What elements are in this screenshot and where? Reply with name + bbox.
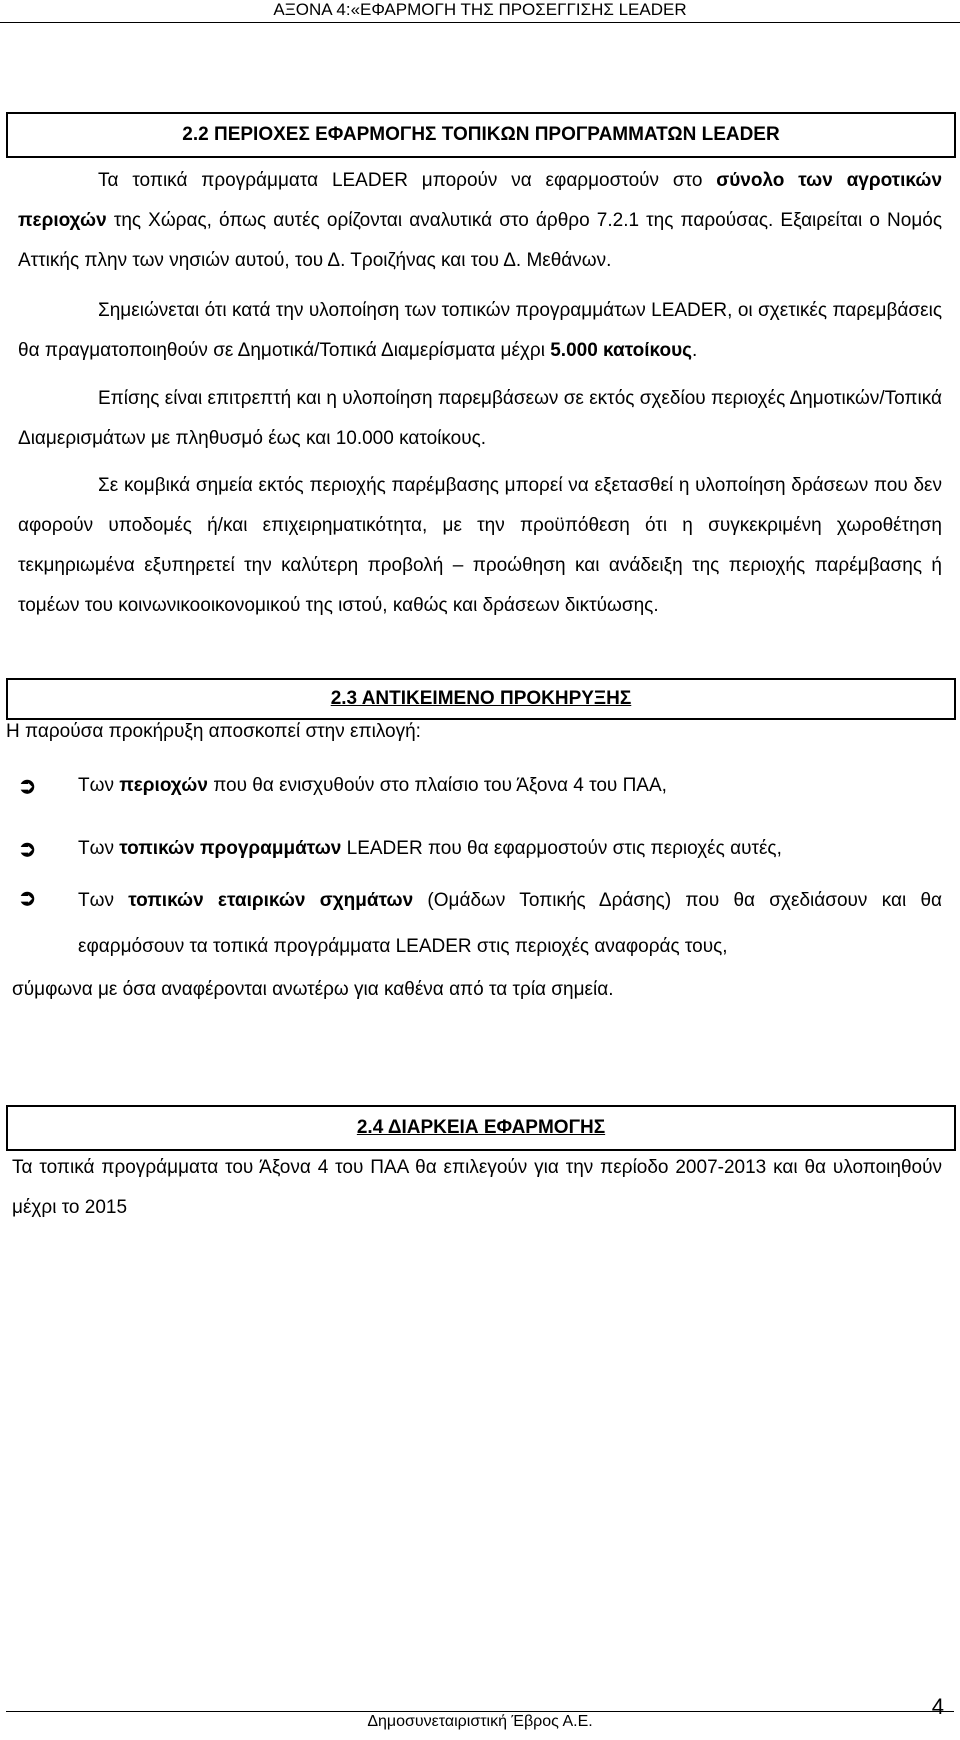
arrow-bullet-icon: ➲	[18, 773, 37, 798]
b1-text-a: Των	[78, 775, 120, 796]
footer-rule	[6, 1711, 954, 1712]
b3-text-bold: τοπικών εταιρικών σχημάτων	[128, 890, 414, 911]
b3-text-c: (Ομάδων Τοπικής Δράσης) που θα σχεδιάσουν και θα εφαρμόσουν τα τοπικά προγράμματα LEADER στις περιοχές αναφοράς τους,	[78, 890, 942, 957]
paragraph-2-2-3: Επίσης είναι επιτρεπτή και η υλοποίηση παρεμβάσεων σε εκτός σχεδίου περιοχές Δημοτικών/Τοπικά Διαμερισμάτων με πληθυσμό έως και 10.000 κατοίκους.	[18, 388, 942, 449]
running-header: ΑΞΟΝΑ 4:«ΕΦΑΡΜΟΓΗ ΤΗΣ ΠΡΟΣΕΓΓΙΣΗΣ LEADER	[273, 0, 687, 19]
p2-text-a: Σημειώνεται ότι κατά την υλοποίηση των τοπικών προγραμμάτων LEADER, οι σχετικές παρεμβάσεις θα πραγματοποιηθούν σε Δημοτικά/Τοπικά Διαμερίσματα μέχρι	[18, 300, 942, 361]
b1-text-c: που θα ενισχυθούν στο πλαίσιο του Άξονα 4 του ΠΑΑ,	[207, 775, 667, 796]
section-2-2-heading	[6, 112, 956, 158]
section-2-3-closing: σύμφωνα με όσα αναφέρονται ανωτέρω για καθένα από τα τρία σημεία.	[12, 979, 614, 1000]
section-2-4-heading-text: 2.4 ΔΙΑΡΚΕΙΑ ΕΦΑΡΜΟΓΗΣ	[356, 1117, 606, 1138]
footer-company: Δημοσυνεταιριστική Έβρος Α.Ε.	[367, 1713, 593, 1730]
paragraph-2-2-4: Σε κομβικά σημεία εκτός περιοχής παρέμβασης μπορεί να εξετασθεί η υλοποίηση δράσεων που δεν αφορούν υποδομές ή/και επιχειρηματικότητα, με την προϋπόθεση ότι η συγκεκριμένη χωροθέτηση τεκμηριωμένα εξυπηρετεί την καλύτερη προβολή – προώθηση και ανάδειξη της περιοχής παρέμβασης ή τομέων του κοινωνικοοικονομικού της ιστού, καθώς και δράσεων δικτύωσης.	[18, 475, 942, 616]
paragraph-2-2-2	[18, 291, 942, 371]
section-2-3-intro: Η παρούσα προκήρυξη αποσκοπεί στην επιλογή:	[6, 721, 421, 742]
page-number: 4	[931, 1694, 944, 1719]
section-2-2-heading-text: 2.2 ΠΕΡΙΟΧΕΣ ΕΦΑΡΜΟΓΗΣ ΤΟΠΙΚΩΝ ΠΡΟΓΡΑΜΜΑΤΩΝ LEADER	[182, 124, 780, 145]
section-2-4-heading	[6, 1105, 956, 1151]
arrow-bullet-icon: ➲	[18, 836, 37, 861]
b2-text-a: Των	[78, 838, 120, 859]
p1-text-c: της Χώρας, όπως αυτές ορίζονται αναλυτικά στο άρθρο 7.2.1 της παρούσας. Εξαιρείται ο Νομός Αττικής πλην των νησιών αυτού, του Δ. Τροιζήνας και του Δ. Μεθάνων.	[18, 210, 942, 271]
b3-text-a: Των	[78, 890, 129, 911]
paragraph-2-4-1: Τα τοπικά προγράμματα του Άξονα 4 του ΠΑΑ θα επιλεγούν για την περίοδο 2007-2013 και θα υλοποιηθούν μέχρι το 2015	[12, 1157, 942, 1218]
p1-text-a: Τα τοπικά προγράμματα LEADER μπορούν να εφαρμοστούν στο	[98, 170, 717, 191]
paragraph-2-2-1	[18, 161, 942, 281]
arrow-bullet-icon: ➲	[18, 885, 37, 910]
p2-text-c: .	[692, 340, 698, 361]
p1-text-bold: σύνολο των αγροτικών περιοχών	[18, 170, 943, 231]
b1-text-bold: περιοχών	[119, 775, 208, 796]
b2-text-c: LEADER που θα εφαρμοστούν στις περιοχές αυτές,	[341, 838, 782, 859]
header-rule	[0, 22, 960, 23]
b2-text-bold: τοπικών προγραμμάτων	[119, 838, 342, 859]
section-2-3-heading-text: 2.3 ΑΝΤΙΚΕΙΜΕΝΟ ΠΡΟΚΗΡΥΞΗΣ	[330, 688, 632, 709]
p2-text-bold: 5.000 κατοίκους	[550, 340, 693, 361]
